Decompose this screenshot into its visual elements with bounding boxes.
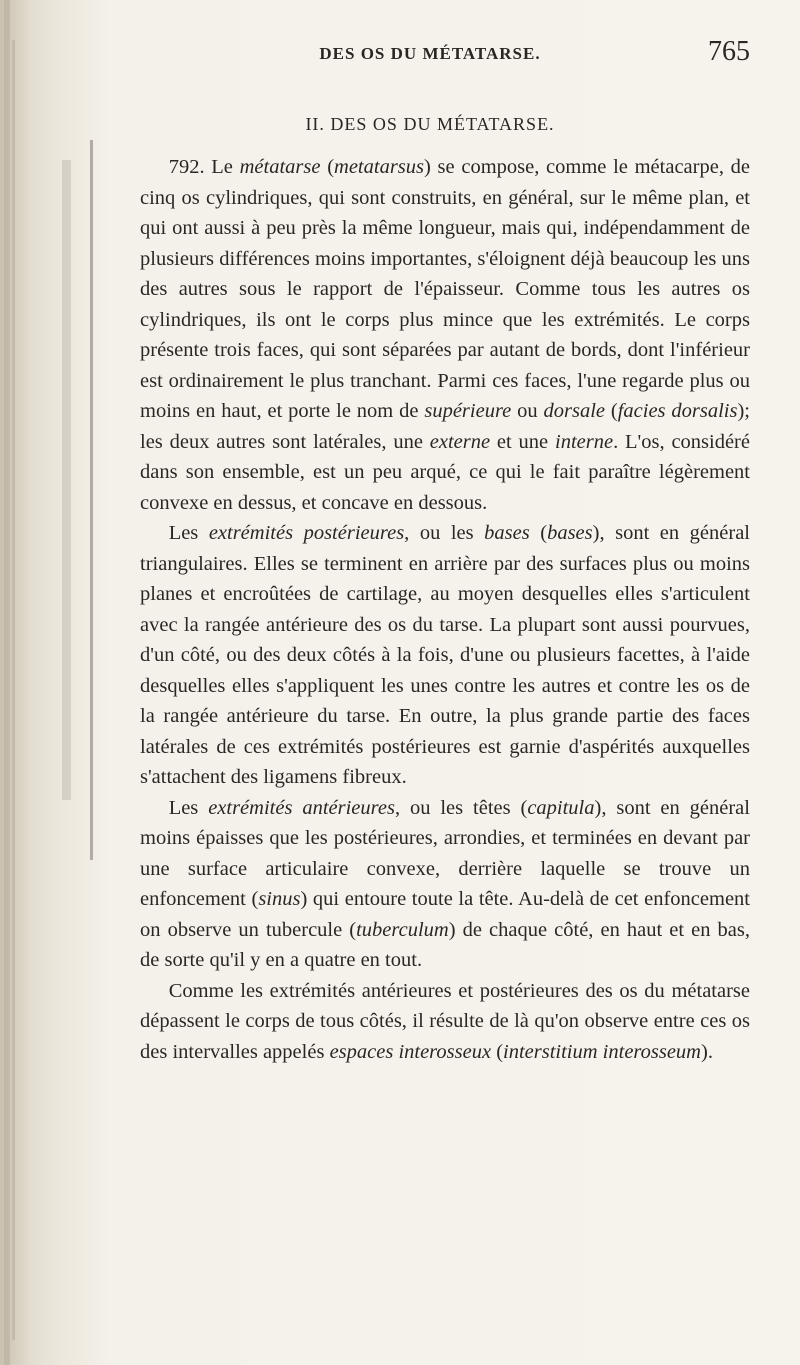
text-run: ) se compose, comme le métacarpe, de cinq os cylindriques, qui sont construits, en général, sur le même plan, et qui ont aussi à peu près la même longueur, mais qui, indépendamment de plusieurs différences moins importantes, s'éloignent déjà beaucoup les uns des autres sous le rapport de l'épaisseur. Comme tous les autres os cylindriques, ils ont le corps plus mince que les extrémités. Le corps présente trois faces, qui sont séparées par autant de bords, dont l'inférieur est ordinairement le plus tranchant. Parmi ces faces, l'une regarde plus ou moins en haut, et porte le nom de (140, 156, 751, 422)
text-run: , ou les têtes ( (394, 796, 528, 819)
text-run: ), sont en général triangulaires. Elles se terminent en arrière par des surfaces plus ou moins planes et encroûtées de cartilage, au moyen desquelles elles s'articulent avec la rangée antérieure des os du tarse. La plupart sont aussi pourvues, d'un côté, ou des deux côtés à la fois, d'une ou plusieurs facettes, à l'aide desquelles elles s'appliquent les unes contre les autres et contre les os de la rangée antérieure du tarse. En outre, la plus grande partie des faces latérales de ces extrémités postérieures est garnie d'aspérités auxquelles s'attachent des ligamens fibreux. (140, 522, 750, 788)
text-run: Comme les extrémités antérieures et postérieures des os du métatarse dépassent le corps de tous côtés, il résulte de là qu'on observe entre ces os des intervalles appelés (140, 979, 750, 1063)
text-run: ) qui entoure toute la tête. Au-delà de cet enfoncement on observe un tubercule ( (140, 888, 750, 941)
text-run: ) de chaque côté, en haut et en bas, de sorte qu'il y en a quatre en tout. (140, 918, 750, 971)
text-run: ( (529, 522, 548, 544)
italic-term: métatarse (239, 156, 321, 178)
italic-term: externe (429, 430, 491, 453)
italic-term: bases (547, 522, 593, 544)
body-text (140, 152, 750, 1067)
italic-term: extrémités postérieures (208, 522, 405, 544)
text-run: ( (605, 400, 618, 422)
page-binding-shadow (0, 0, 30, 1365)
italic-term: metatarsus (334, 156, 425, 178)
italic-term: bases (484, 522, 530, 544)
italic-term: facies dorsalis (617, 400, 738, 422)
text-run: ( (491, 1040, 504, 1063)
italic-term: tuberculum (356, 918, 449, 941)
paragraph (140, 793, 750, 976)
italic-term: interne (555, 430, 614, 453)
running-head (110, 36, 750, 76)
italic-term: supérieure (424, 400, 512, 422)
italic-term: interstitium interosseum (503, 1040, 701, 1063)
paragraph (140, 518, 750, 793)
italic-term: sinus (258, 888, 301, 910)
page-number: 765 (708, 36, 750, 67)
text-run: Les (168, 796, 209, 819)
text-run: ); les deux autres sont latérales, une (140, 400, 750, 453)
italic-term: espaces interosseux (329, 1040, 492, 1063)
italic-term: dorsale (543, 400, 605, 422)
text-run: et une (490, 430, 555, 453)
text-run: ), sont en général moins épaisses que les postérieures, arrondies, et terminées en devant par une surface articulaire convexe, derrière laquelle se trouve un enfoncement ( (140, 796, 750, 910)
paragraph (140, 976, 750, 1068)
running-title: DES OS DU MÉTATARSE. (319, 44, 541, 63)
italic-term: extrémités antérieures (208, 796, 395, 819)
section-heading: II. DES OS DU MÉTATARSE. (305, 114, 555, 134)
text-run: . L'os, considéré dans son ensemble, est un peu arqué, ce qui le fait paraître légèrement convexe en dessus, et concave en dessous. (140, 430, 750, 514)
text-run: ( (320, 156, 335, 178)
paragraph-number: 792. (168, 156, 205, 178)
text-run: ou (511, 400, 544, 422)
paragraph (140, 152, 750, 518)
text-run: Les (168, 522, 209, 544)
italic-term: capitula (527, 796, 595, 819)
text-run: ). (701, 1040, 713, 1063)
text-run: Le (204, 156, 240, 178)
text-run: , ou les (404, 522, 485, 544)
